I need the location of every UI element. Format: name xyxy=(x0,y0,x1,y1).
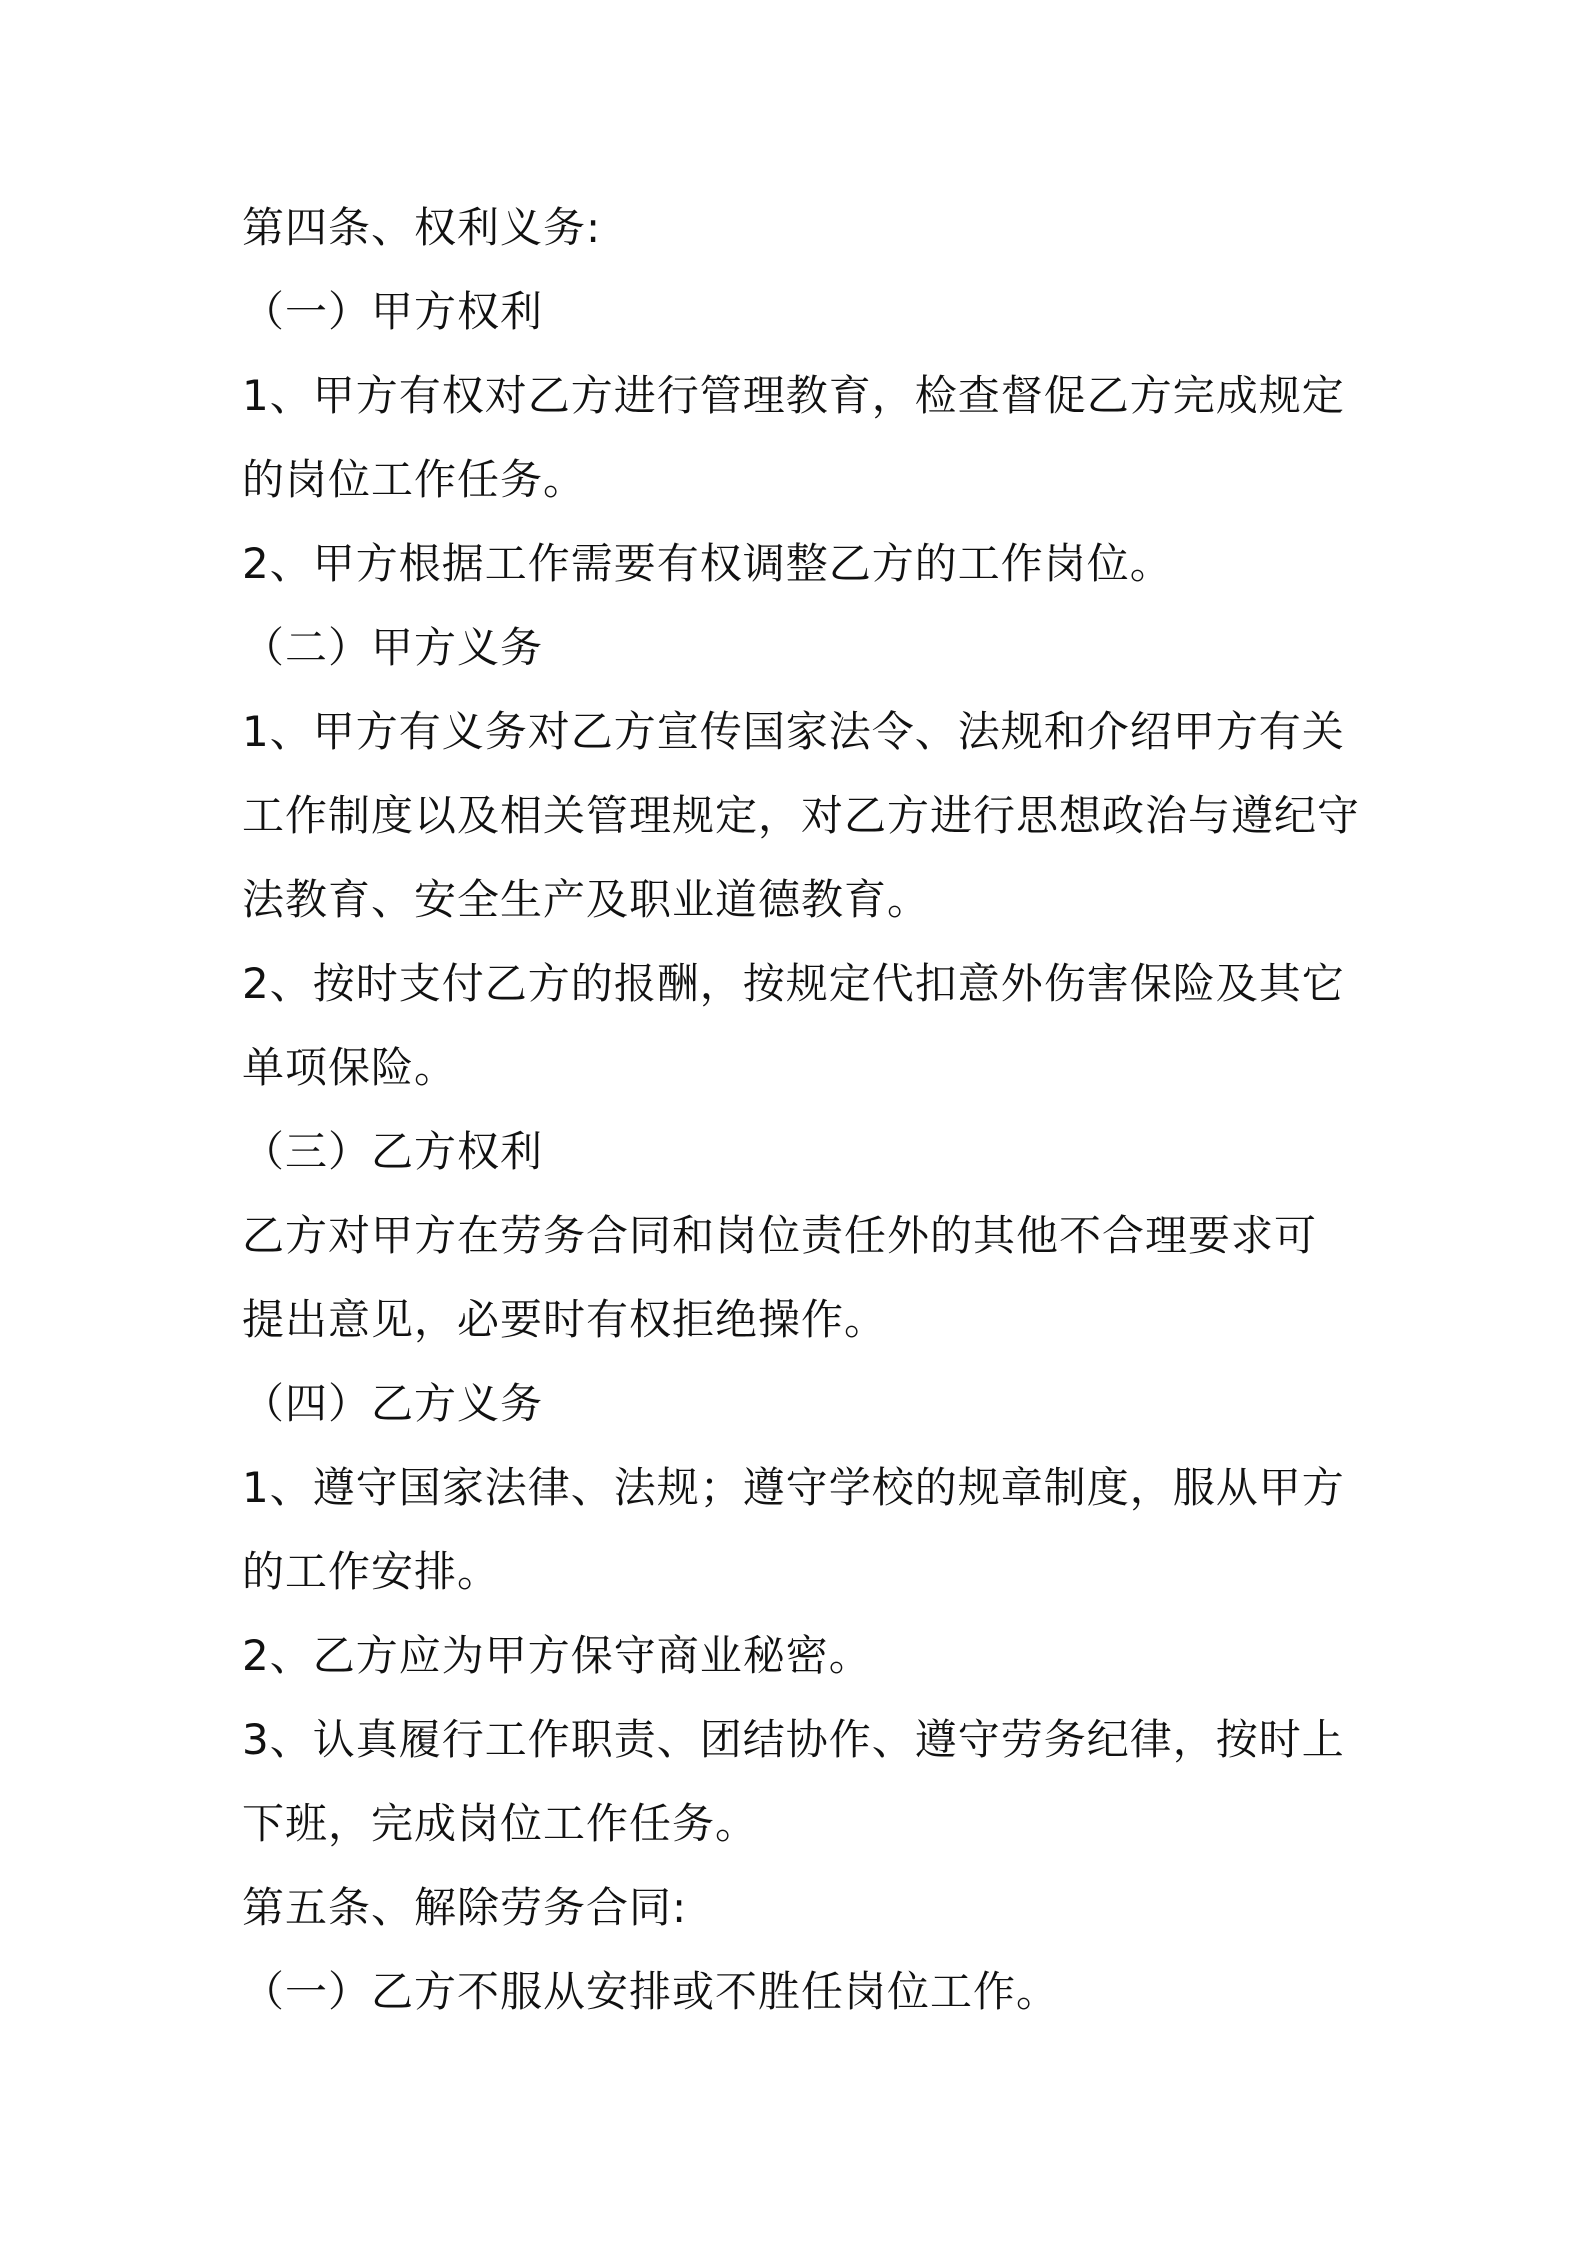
paragraph-line: 1、甲方有义务对乙方宣传国家法令、法规和介绍甲方有关 xyxy=(242,707,1345,756)
paragraph-line: 3、认真履行工作职责、团结协作、遵守劳务纪律，按时上 xyxy=(242,1715,1345,1764)
paragraph-line: 法教育、安全生产及职业道德教育。 xyxy=(242,875,931,924)
paragraph-line: 的工作安排。 xyxy=(242,1547,501,1596)
paragraph-line: 的岗位工作任务。 xyxy=(242,455,587,504)
article-5-heading: 第五条、解除劳务合同: xyxy=(242,1883,688,1932)
paragraph-line: 1、甲方有权对乙方进行管理教育，检查督促乙方完成规定 xyxy=(242,371,1345,420)
article-4-heading: 第四条、权利义务: xyxy=(242,203,602,252)
section-heading: （三）乙方权利 xyxy=(242,1127,544,1176)
section-heading: （二）甲方义务 xyxy=(242,623,544,672)
paragraph-line: 单项保险。 xyxy=(242,1043,458,1092)
paragraph-line: 2、甲方根据工作需要有权调整乙方的工作岗位。 xyxy=(242,539,1173,588)
section-heading: （一）甲方权利 xyxy=(242,287,544,336)
paragraph-line: 2、乙方应为甲方保守商业秘密。 xyxy=(242,1631,872,1680)
paragraph-line: 提出意见，必要时有权拒绝操作。 xyxy=(242,1295,888,1344)
paragraph-line: （一）乙方不服从安排或不胜任岗位工作。 xyxy=(242,1967,1060,2016)
paragraph-line: 工作制度以及相关管理规定，对乙方进行思想政治与遵纪守 xyxy=(242,791,1361,840)
paragraph-line: 下班，完成岗位工作任务。 xyxy=(242,1799,759,1848)
paragraph-line: 乙方对甲方在劳务合同和岗位责任外的其他不合理要求可 xyxy=(242,1211,1318,1260)
section-heading: （四）乙方义务 xyxy=(242,1379,544,1428)
paragraph-line: 2、按时支付乙方的报酬，按规定代扣意外伤害保险及其它 xyxy=(242,959,1345,1008)
paragraph-line: 1、遵守国家法律、法规；遵守学校的规章制度，服从甲方 xyxy=(242,1463,1345,1512)
